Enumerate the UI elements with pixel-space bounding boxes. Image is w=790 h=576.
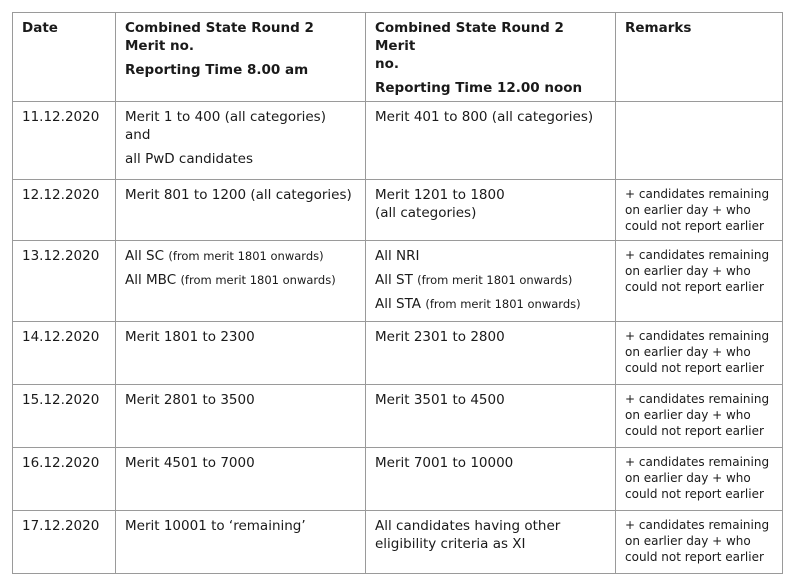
date-cell: 13.12.2020 bbox=[13, 241, 116, 322]
header-line: Combined State Round 2 Merit bbox=[375, 20, 564, 54]
noon-cell bbox=[366, 511, 616, 574]
remark-line: could not report earlier bbox=[625, 280, 764, 294]
noon-cell bbox=[366, 385, 616, 448]
remark-line: + candidates remaining bbox=[625, 329, 770, 343]
cell-line: Merit 2301 to 2800 bbox=[375, 329, 505, 345]
cell-line: Merit 1201 to 1800 bbox=[375, 187, 505, 203]
table-row bbox=[13, 241, 783, 322]
remarks-cell bbox=[616, 241, 783, 322]
cell-line bbox=[125, 271, 357, 289]
table-row bbox=[13, 448, 783, 511]
remarks-cell bbox=[616, 385, 783, 448]
cell-line bbox=[125, 247, 357, 265]
header-morning-merit bbox=[116, 13, 366, 102]
cell-line: Merit 10001 to ‘remaining’ bbox=[125, 518, 306, 534]
header-line: Reporting Time 8.00 am bbox=[125, 62, 309, 78]
remark-line: + candidates remaining bbox=[625, 248, 770, 262]
header-noon-merit bbox=[366, 13, 616, 102]
remark-line: on earlier day + who bbox=[625, 203, 751, 217]
cell-line: Merit 2801 to 3500 bbox=[125, 392, 255, 408]
category-label: All NRI bbox=[375, 248, 420, 264]
header-remarks: Remarks bbox=[616, 13, 783, 102]
remarks-cell bbox=[616, 511, 783, 574]
remark-line: could not report earlier bbox=[625, 219, 764, 233]
cell-line: All candidates having other bbox=[375, 518, 561, 534]
remark-line: could not report earlier bbox=[625, 550, 764, 564]
cell-line: Merit 1 to 400 (all categories) bbox=[125, 109, 326, 125]
cell-line bbox=[375, 295, 607, 313]
cell-line: eligibility criteria as XI bbox=[375, 536, 526, 552]
morning-cell bbox=[116, 322, 366, 385]
morning-cell bbox=[116, 448, 366, 511]
remark-line: on earlier day + who bbox=[625, 471, 751, 485]
header-row bbox=[13, 13, 783, 102]
header-line: Combined State Round 2 bbox=[125, 20, 314, 36]
header-line: Merit no. bbox=[125, 38, 195, 54]
header-line: no. bbox=[375, 56, 400, 72]
schedule-table bbox=[12, 12, 783, 574]
remark-line: + candidates remaining bbox=[625, 187, 770, 201]
table-row bbox=[13, 322, 783, 385]
cell-line: Merit 7001 to 10000 bbox=[375, 455, 514, 471]
table-row bbox=[13, 180, 783, 241]
table-row bbox=[13, 511, 783, 574]
remark-line: on earlier day + who bbox=[625, 534, 751, 548]
noon-cell bbox=[366, 180, 616, 241]
noon-cell bbox=[366, 102, 616, 180]
cell-line: Merit 801 to 1200 (all categories) bbox=[125, 187, 352, 203]
category-label: All SC bbox=[125, 248, 165, 264]
category-label: All ST bbox=[375, 272, 413, 288]
remark-line: could not report earlier bbox=[625, 487, 764, 501]
remarks-cell bbox=[616, 180, 783, 241]
morning-cell bbox=[116, 241, 366, 322]
remarks-cell bbox=[616, 448, 783, 511]
remarks-cell bbox=[616, 322, 783, 385]
cell-line: (all categories) bbox=[375, 205, 477, 221]
category-note: (from merit 1801 onwards) bbox=[168, 249, 324, 263]
cell-line bbox=[375, 271, 607, 289]
noon-cell bbox=[366, 322, 616, 385]
date-cell: 17.12.2020 bbox=[13, 511, 116, 574]
date-cell: 14.12.2020 bbox=[13, 322, 116, 385]
remark-line: on earlier day + who bbox=[625, 264, 751, 278]
cell-line bbox=[375, 247, 607, 265]
remark-line: + candidates remaining bbox=[625, 455, 770, 469]
date-cell: 16.12.2020 bbox=[13, 448, 116, 511]
category-label: All MBC bbox=[125, 272, 177, 288]
category-note: (from merit 1801 onwards) bbox=[417, 273, 573, 287]
noon-cell bbox=[366, 448, 616, 511]
remark-line: + candidates remaining bbox=[625, 518, 770, 532]
morning-cell bbox=[116, 102, 366, 180]
noon-cell bbox=[366, 241, 616, 322]
morning-cell bbox=[116, 385, 366, 448]
category-label: All STA bbox=[375, 296, 422, 312]
remarks-cell bbox=[616, 102, 783, 180]
cell-line: Merit 401 to 800 (all categories) bbox=[375, 109, 594, 125]
category-note: (from merit 1801 onwards) bbox=[425, 297, 581, 311]
table-row bbox=[13, 102, 783, 180]
remark-line: on earlier day + who bbox=[625, 345, 751, 359]
date-cell: 12.12.2020 bbox=[13, 180, 116, 241]
date-cell: 15.12.2020 bbox=[13, 385, 116, 448]
header-date: Date bbox=[13, 13, 116, 102]
cell-line: Merit 1801 to 2300 bbox=[125, 329, 255, 345]
table-row bbox=[13, 385, 783, 448]
remark-line: + candidates remaining bbox=[625, 392, 770, 406]
cell-line: all PwD candidates bbox=[125, 151, 253, 167]
category-note: (from merit 1801 onwards) bbox=[180, 273, 336, 287]
remark-line: could not report earlier bbox=[625, 424, 764, 438]
remark-line: on earlier day + who bbox=[625, 408, 751, 422]
remark-line: could not report earlier bbox=[625, 361, 764, 375]
cell-line: Merit 3501 to 4500 bbox=[375, 392, 505, 408]
morning-cell bbox=[116, 180, 366, 241]
cell-line: and bbox=[125, 127, 151, 143]
morning-cell bbox=[116, 511, 366, 574]
cell-line: Merit 4501 to 7000 bbox=[125, 455, 255, 471]
header-line: Reporting Time 12.00 noon bbox=[375, 80, 583, 96]
date-cell: 11.12.2020 bbox=[13, 102, 116, 180]
